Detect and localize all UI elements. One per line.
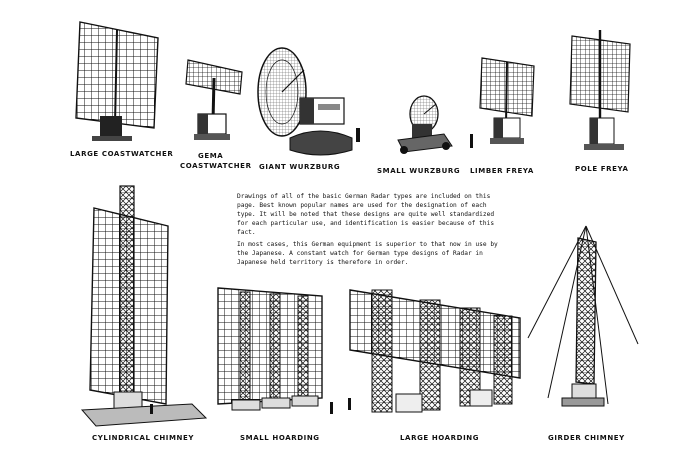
- small-wurzburg-drawing: [398, 96, 452, 154]
- caption-large-hoarding: LARGE HOARDING: [400, 434, 480, 442]
- giant-wurzburg-drawing: [258, 48, 360, 155]
- caption-girder-chimney: GIRDER CHIMNEY: [548, 434, 625, 442]
- small-hoarding-drawing: [218, 288, 333, 414]
- girder-chimney-drawing: [528, 226, 638, 406]
- large-hoarding-drawing: [348, 290, 520, 412]
- gema-coastwatcher-drawing: [186, 60, 242, 140]
- caption-gema-line1: GEMA: [198, 152, 224, 160]
- caption-giant-wurzburg: GIANT WURZBURG: [259, 163, 341, 171]
- pole-freya-drawing: [570, 30, 630, 150]
- caption-small-hoarding: SMALL HOARDING: [240, 434, 320, 442]
- intro-paragraph: Drawings of all of the basic German Radar types are included on this page. Best known popular names are used for the designation of each type. It will be noted that these designs are quite well standardized for each particular use, and identification is easier because of this fact.: [237, 193, 495, 236]
- caption-pole-freya: POLE FREYA: [575, 165, 629, 173]
- caption-limber-freya: LIMBER FREYA: [470, 167, 534, 175]
- caption-large-coastwatcher: LARGE COASTWATCHER: [70, 150, 174, 158]
- limber-freya-drawing: [470, 58, 534, 148]
- caption-gema-line2: COASTWATCHER: [180, 162, 252, 170]
- caption-small-wurzburg: SMALL WURZBURG: [377, 167, 461, 175]
- warning-paragraph: In most cases, this German equipment is superior to that now in use by the Japanese. A constant watch for German type designs of Radar in Japanese held territory is therefore in order.: [237, 241, 498, 266]
- cylindrical-chimney-drawing: [82, 186, 206, 426]
- caption-cylindrical-chimney: CYLINDRICAL CHIMNEY: [92, 434, 195, 442]
- large-coastwatcher-drawing: [76, 22, 158, 141]
